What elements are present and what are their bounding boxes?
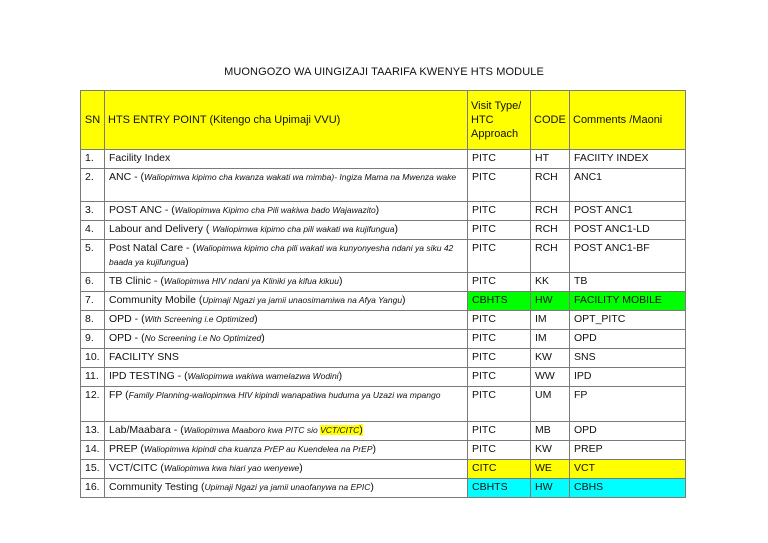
table-row <box>81 292 686 311</box>
entry-name: POST ANC - ( <box>109 204 175 216</box>
row-entry-point: OPD - (No Screening i.e No Optimized) <box>105 330 468 349</box>
row-code: RCH <box>531 240 570 273</box>
row-code: IM <box>531 311 570 330</box>
table-row <box>81 460 686 479</box>
row-entry-point: IPD TESTING - (Waliopimwa wakiwa wamelazwa Wodini) <box>105 368 468 387</box>
row-comment: POST ANC1 <box>570 202 686 221</box>
row-comment: ANC1 <box>570 169 686 202</box>
entry-name: Lab/Maabara - ( <box>109 424 184 436</box>
row-entry-point <box>105 150 468 169</box>
table-row <box>81 368 686 387</box>
row-sn: 7. <box>81 292 105 311</box>
row-code: RCH <box>531 221 570 240</box>
row-sn: 11. <box>81 368 105 387</box>
row-code: RCH <box>531 169 570 202</box>
row-sn: 5. <box>81 240 105 273</box>
row-sn: 10. <box>81 349 105 368</box>
entry-note: Upimaji Ngazi ya jamii unaosimamiwa na Afya Yangu <box>202 295 403 305</box>
row-comment: IPD <box>570 368 686 387</box>
row-comment: OPD <box>570 330 686 349</box>
row-entry-point: TB Clinic - (Waliopimwa HIV ndani ya Kliniki ya kifua kikuu) <box>105 273 468 292</box>
row-comment: PREP <box>570 441 686 460</box>
row-entry-point: VCT/CITC (Waliopimwa kwa hiari yao wenyewe) <box>105 460 468 479</box>
row-comment: CBHS <box>570 479 686 498</box>
row-visit-type: CITC <box>468 460 531 479</box>
row-entry-point <box>105 387 468 422</box>
table-row <box>81 330 686 349</box>
entry-note: No Screening i.e No Optimized <box>144 333 262 343</box>
entry-note: Upimaji Ngazi ya jamii unaofanywa na EPIC <box>204 482 371 492</box>
entry-name: OPD - ( <box>109 332 145 344</box>
row-entry-point <box>105 349 468 368</box>
entry-name: IPD TESTING - ( <box>109 370 188 382</box>
header-entry-point: HTS ENTRY POINT (Kitengo cha Upimaji VVU) <box>105 91 468 150</box>
entry-name: PREP ( <box>109 443 144 455</box>
row-comment: FP <box>570 387 686 422</box>
row-comment: FACIITY INDEX <box>570 150 686 169</box>
table-row <box>81 422 686 441</box>
row-code: MB <box>531 422 570 441</box>
entry-name: Post Natal Care - ( <box>109 242 196 254</box>
entry-note: Waliopimwa kipimo cha pili wakati wa kunyonyesha ndani ya siku 42 baada ya kujifungua <box>109 243 454 267</box>
row-code: HW <box>531 292 570 311</box>
table-row <box>81 150 686 169</box>
row-code: RCH <box>531 202 570 221</box>
entry-name: ANC - ( <box>109 171 144 183</box>
row-comment: POST ANC1-LD <box>570 221 686 240</box>
row-sn: 3. <box>81 202 105 221</box>
row-visit-type: PITC <box>468 202 531 221</box>
entry-note: Family Planning-waliopimwa HIV kipindi wanapatiwa huduma ya Uzazi wa mpango <box>128 390 441 400</box>
table-header-row <box>81 91 686 150</box>
entry-name: OPD - ( <box>109 313 145 325</box>
table-row <box>81 221 686 240</box>
table-row <box>81 479 686 498</box>
header-sn: SN <box>81 91 105 150</box>
row-entry-point: Lab/Maabara - (Waliopimwa Maaboro kwa PITC sio VCT/CITC) <box>105 422 468 441</box>
row-sn: 12. <box>81 387 105 422</box>
row-entry-point: PREP (Waliopimwa kipindi cha kuanza PrEP au Kuendelea na PrEP) <box>105 441 468 460</box>
table-row <box>81 387 686 422</box>
table-row <box>81 441 686 460</box>
row-comment: FACILITY MOBILE <box>570 292 686 311</box>
table-row <box>81 169 686 202</box>
row-comment: TB <box>570 273 686 292</box>
table-row <box>81 311 686 330</box>
entry-note: With Screening i.e Optimized <box>144 314 255 324</box>
row-visit-type: PITC <box>468 441 531 460</box>
entry-name: Community Mobile ( <box>109 294 203 306</box>
row-entry-point: Post Natal Care - (Waliopimwa kipimo cha pili wakati wa kunyonyesha ndani ya siku 42 baada ya kujifungua) <box>105 240 468 273</box>
document-title: MUONGOZO WA UINGIZAJI TAARIFA KWENYE HTS MODULE <box>224 66 544 78</box>
row-sn: 14. <box>81 441 105 460</box>
table-row <box>81 273 686 292</box>
entry-note: Waliopimwa kipimo cha pili wakati wa kujifungua <box>212 224 395 234</box>
row-entry-point <box>105 169 468 202</box>
row-code: KW <box>531 349 570 368</box>
hts-entry-table <box>80 90 686 498</box>
entry-note: Waliopimwa Kipimo cha Pili wakiwa bado Wajawazito <box>174 205 376 215</box>
row-visit-type: PITC <box>468 330 531 349</box>
row-entry-point: OPD - (With Screening i.e Optimized) <box>105 311 468 330</box>
row-code: HT <box>531 150 570 169</box>
row-visit-type: PITC <box>468 311 531 330</box>
row-entry-point: Community Mobile (Upimaji Ngazi ya jamii unaosimamiwa na Afya Yangu) <box>105 292 468 311</box>
table-row <box>81 202 686 221</box>
row-visit-type: PITC <box>468 240 531 273</box>
row-entry-point: Labour and Delivery ( Waliopimwa kipimo cha pili wakati wa kujifungua) <box>105 221 468 240</box>
header-code: CODE <box>531 91 570 150</box>
row-visit-type: CBHTS <box>468 479 531 498</box>
row-sn: 8. <box>81 311 105 330</box>
row-visit-type: PITC <box>468 387 531 422</box>
row-entry-point: POST ANC - (Waliopimwa Kipimo cha Pili wakiwa bado Wajawazito) <box>105 202 468 221</box>
row-visit-type: CBHTS <box>468 292 531 311</box>
row-visit-type: PITC <box>468 349 531 368</box>
entry-name: Facility Index <box>109 152 171 164</box>
entry-name: Community Testing ( <box>109 481 205 493</box>
row-sn: 16. <box>81 479 105 498</box>
entry-name: FP ( <box>109 389 129 401</box>
table-row <box>81 240 686 273</box>
row-comment: VCT <box>570 460 686 479</box>
row-sn: 9. <box>81 330 105 349</box>
entry-note: Waliopimwa HIV ndani ya Kliniki ya kifua kikuu <box>163 276 339 286</box>
row-sn: 6. <box>81 273 105 292</box>
entry-note: Waliopimwa wakiwa wamelazwa Wodini <box>187 371 339 381</box>
entry-name: Labour and Delivery ( <box>109 223 213 235</box>
row-code: WE <box>531 460 570 479</box>
row-visit-type: PITC <box>468 368 531 387</box>
entry-note: Waliopimwa kwa hiari yao wenyewe <box>163 463 300 473</box>
row-code: KW <box>531 441 570 460</box>
row-code: HW <box>531 479 570 498</box>
row-sn: 1. <box>81 150 105 169</box>
entry-note: Waliopimwa Maaboro kwa PITC sio <box>183 425 321 435</box>
row-sn: 15. <box>81 460 105 479</box>
row-code: KK <box>531 273 570 292</box>
row-visit-type: PITC <box>468 150 531 169</box>
table-row <box>81 349 686 368</box>
header-comments: Comments /Maoni <box>570 91 686 150</box>
row-code: IM <box>531 330 570 349</box>
entry-note-highlight: VCT/CITC <box>320 425 360 435</box>
row-comment: OPT_PITC <box>570 311 686 330</box>
header-visit-type: Visit Type/ HTC Approach <box>468 91 531 150</box>
row-visit-type: PITC <box>468 221 531 240</box>
entry-name: TB Clinic - ( <box>109 275 164 287</box>
row-visit-type: PITC <box>468 422 531 441</box>
row-visit-type: PITC <box>468 169 531 202</box>
row-comment: SNS <box>570 349 686 368</box>
row-sn: 4. <box>81 221 105 240</box>
row-entry-point: Community Testing (Upimaji Ngazi ya jamii unaofanywa na EPIC) <box>105 479 468 498</box>
row-code: WW <box>531 368 570 387</box>
row-comment: OPD <box>570 422 686 441</box>
entry-note: Waliopimwa kipindi cha kuanza PrEP au Kuendelea na PrEP <box>143 444 373 454</box>
entry-note: Waliopimwa kipimo cha kwanza wakati wa mimba)- Ingiza Mama na Mwenza wake <box>144 172 457 182</box>
row-sn: 2. <box>81 169 105 202</box>
row-code: UM <box>531 387 570 422</box>
row-comment: POST ANC1-BF <box>570 240 686 273</box>
row-visit-type: PITC <box>468 273 531 292</box>
entry-name: FACILITY SNS <box>109 351 179 363</box>
row-sn: 13. <box>81 422 105 441</box>
entry-name: VCT/CITC ( <box>109 462 164 474</box>
